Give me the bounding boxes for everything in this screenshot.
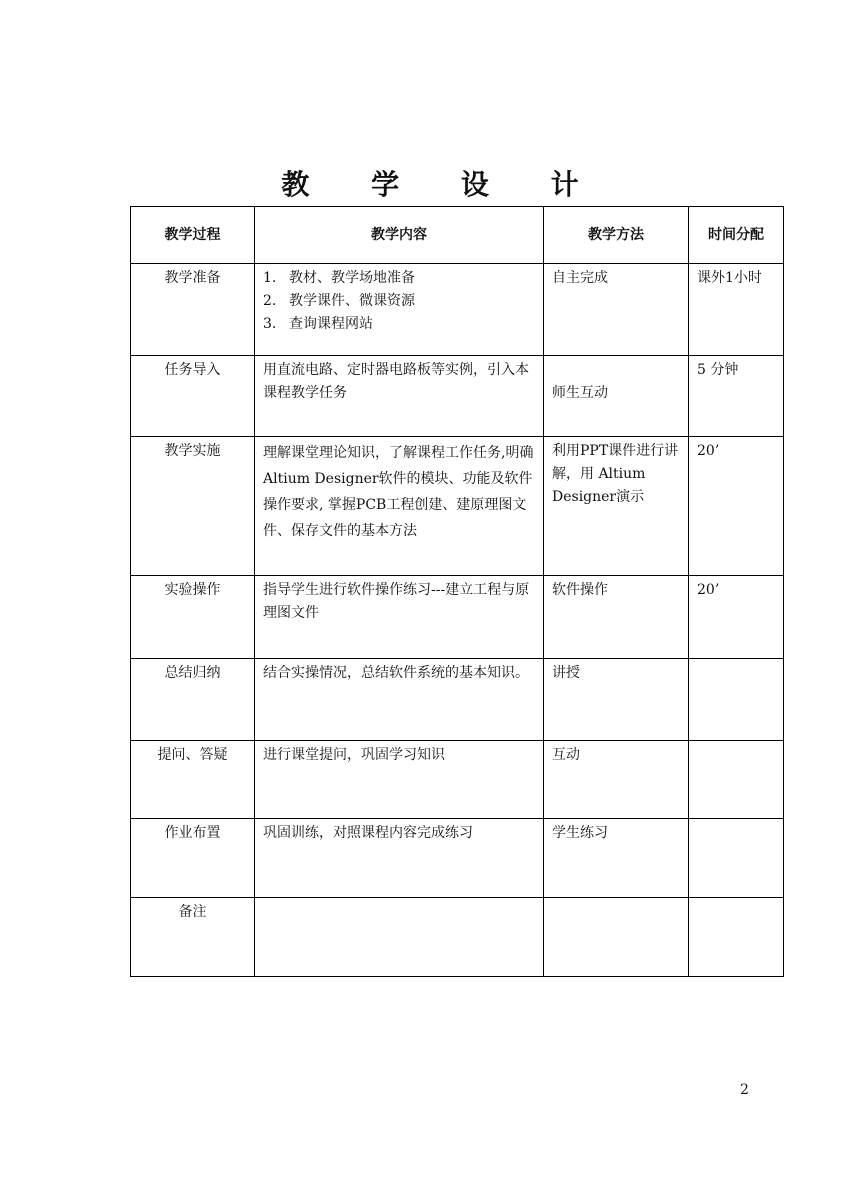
list-item: 3. 查询课程网站 — [263, 316, 373, 332]
stage-cell: 作业布置 — [131, 819, 255, 898]
stage-cell: 实验操作 — [131, 576, 255, 659]
table-row — [131, 264, 784, 356]
method-cell: 师生互动 — [544, 356, 689, 437]
stage-cell: 备注 — [131, 898, 255, 977]
table-row — [131, 576, 784, 659]
stage-cell: 教学实施 — [131, 437, 255, 576]
page-number: 2 — [740, 1082, 749, 1098]
time-cell: 课外1小时 — [689, 264, 784, 356]
header-stage: 教学过程 — [131, 207, 255, 264]
method-cell: 学生练习 — [544, 819, 689, 898]
method-cell: 自主完成 — [544, 264, 689, 356]
method-cell: 互动 — [544, 741, 689, 819]
table-row — [131, 437, 784, 576]
time-cell: 5 分钟 — [689, 356, 784, 437]
time-cell — [689, 898, 784, 977]
table-header-row — [131, 207, 784, 264]
stage-cell: 总结归纳 — [131, 659, 255, 741]
table-row — [131, 898, 784, 977]
stage-cell: 教学准备 — [131, 264, 255, 356]
stage-cell: 提问、答疑 — [131, 741, 255, 819]
time-cell: 20’ — [689, 576, 784, 659]
time-cell — [689, 741, 784, 819]
method-cell: 讲授 — [544, 659, 689, 741]
header-content: 教学内容 — [255, 207, 544, 264]
list-item: 2. 教学课件、微课资源 — [263, 293, 415, 309]
header-time: 时间分配 — [689, 207, 784, 264]
stage-cell: 任务导入 — [131, 356, 255, 437]
teaching-plan-table — [130, 206, 784, 977]
method-cell — [544, 898, 689, 977]
content-cell: 理解课堂理论知识，了解课程工作任务,明确Altium Designer软件的模块、功能及软件操作要求, 掌握PCB工程创建、建原理图文件、保存文件的基本方法 — [255, 437, 544, 576]
table-row — [131, 819, 784, 898]
time-cell — [689, 659, 784, 741]
header-method: 教学方法 — [544, 207, 689, 264]
content-cell: 指导学生进行软件操作练习---建立工程与原理图文件 — [255, 576, 544, 659]
table-row — [131, 356, 784, 437]
content-cell: 用直流电路、定时器电路板等实例，引入本课程教学任务 — [255, 356, 544, 437]
table-row — [131, 659, 784, 741]
content-cell: 进行课堂提问，巩固学习知识 — [255, 741, 544, 819]
time-cell: 20’ — [689, 437, 784, 576]
content-cell — [255, 264, 544, 356]
page-title: 教 学 设 计 — [281, 168, 605, 201]
method-cell: 软件操作 — [544, 576, 689, 659]
content-cell: 结合实操情况，总结软件系统的基本知识。 — [255, 659, 544, 741]
content-cell: 巩固训练，对照课程内容完成练习 — [255, 819, 544, 898]
list-item: 1. 教材、教学场地准备 — [263, 270, 415, 286]
content-cell — [255, 898, 544, 977]
method-cell: 利用PPT课件进行讲解，用 Altium Designer演示 — [544, 437, 689, 576]
time-cell — [689, 819, 784, 898]
table-row — [131, 741, 784, 819]
